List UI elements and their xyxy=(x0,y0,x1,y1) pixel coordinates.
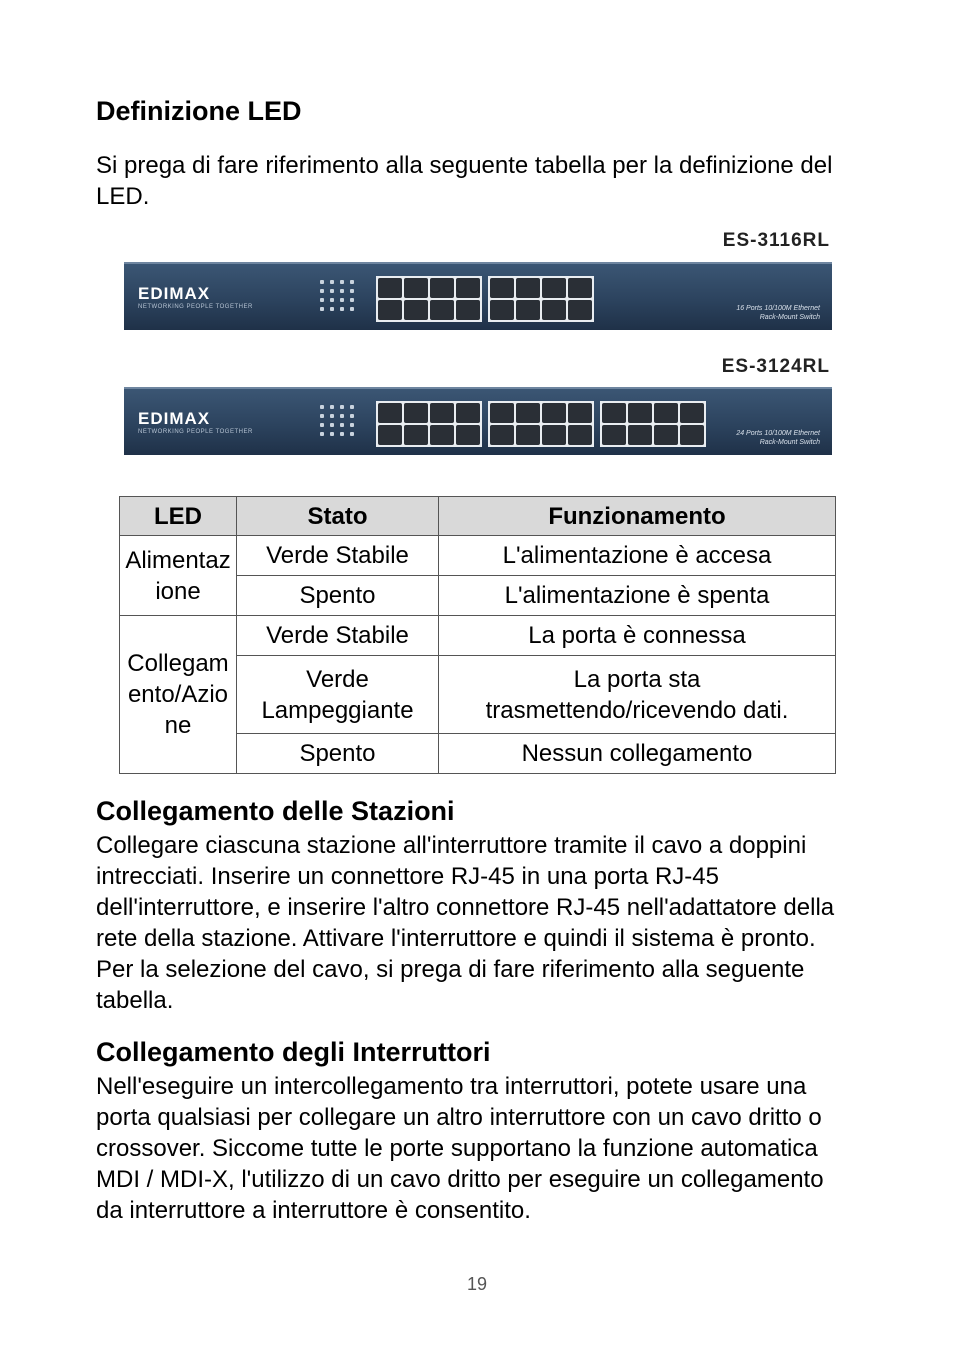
rj45-port-icon xyxy=(430,425,454,445)
header-stato: Stato xyxy=(237,497,439,536)
stato-cell: Verde Lampeggiante xyxy=(237,656,439,734)
led-dot xyxy=(350,414,354,418)
rj45-port-icon xyxy=(516,300,540,320)
rj45-port-icon xyxy=(516,403,540,423)
rj45-port-icon xyxy=(404,278,428,298)
rj45-port-icon xyxy=(490,403,514,423)
table-row xyxy=(120,536,836,576)
rj45-port-icon xyxy=(568,425,592,445)
header-led: LED xyxy=(120,497,237,536)
rj45-port-icon xyxy=(568,300,592,320)
edimax-tagline: NETWORKING PEOPLE TOGETHER xyxy=(138,429,253,435)
rj45-port-icon xyxy=(542,278,566,298)
port-bank-icon xyxy=(376,276,600,322)
switch-description: 24 Ports 10/100M Ethernet Rack-Mount Switch xyxy=(736,430,820,446)
rj45-port-icon xyxy=(680,403,704,423)
rj45-port-icon xyxy=(602,425,626,445)
led-name-cell: Alimentazione xyxy=(120,536,237,616)
rj45-port-icon xyxy=(680,425,704,445)
led-dot xyxy=(330,289,334,293)
led-intro: Si prega di fare riferimento alla seguente tabella per la definizione del LED. xyxy=(96,152,833,210)
rj45-port-icon xyxy=(430,278,454,298)
section-title-led: Definizione LED xyxy=(96,96,302,126)
rj45-port-icon xyxy=(490,300,514,320)
port-bank-icon xyxy=(376,401,712,447)
model-label-1: ES-3116RL xyxy=(722,230,830,251)
rj45-port-icon xyxy=(542,425,566,445)
funz-cell: L'alimentazione è accesa xyxy=(439,536,836,576)
edimax-logo: EDIMAX xyxy=(138,409,211,428)
led-dot xyxy=(350,307,354,311)
stato-cell: Spento xyxy=(237,734,439,774)
section-title-interruttori: Collegamento degli Interruttori xyxy=(96,1037,491,1067)
rj45-port-icon xyxy=(568,278,592,298)
led-dot xyxy=(320,280,324,284)
rj45-port-icon xyxy=(378,403,402,423)
led-dot xyxy=(320,405,324,409)
led-dot xyxy=(350,423,354,427)
rj45-port-icon xyxy=(430,403,454,423)
interruttori-body: Nell'eseguire un intercollegamento tra interruttori, potete usare una porta qualsiasi per collegare un altro interruttore con un cavo dritto o crossover. Siccome tutte le porte supportano la funzione automatica MDI / MDI-X, l'utilizzo di un cavo dritto per eseguire un collegamento da interruttore a interruttore è consentito. xyxy=(96,1073,824,1224)
edimax-tagline: NETWORKING PEOPLE TOGETHER xyxy=(138,304,253,310)
led-dot xyxy=(340,405,344,409)
led-dot xyxy=(330,423,334,427)
led-dot xyxy=(320,423,324,427)
table-row xyxy=(120,616,836,656)
led-dot xyxy=(320,289,324,293)
rj45-port-icon xyxy=(602,403,626,423)
funz-cell: La porta è connessa xyxy=(439,616,836,656)
rj45-port-icon xyxy=(654,403,678,423)
rj45-port-icon xyxy=(456,403,480,423)
rj45-port-icon xyxy=(490,278,514,298)
led-dot xyxy=(350,432,354,436)
led-name-cell: Collegamento/Azione xyxy=(120,616,237,774)
rj45-port-icon xyxy=(430,300,454,320)
led-dot xyxy=(320,432,324,436)
rj45-port-icon xyxy=(378,278,402,298)
led-dot xyxy=(320,414,324,418)
led-dot xyxy=(330,280,334,284)
led-dot xyxy=(320,307,324,311)
led-dot xyxy=(340,289,344,293)
funz-cell: La porta sta trasmettendo/ricevendo dati. xyxy=(439,656,836,734)
led-dot xyxy=(330,414,334,418)
led-dot xyxy=(330,298,334,302)
led-dot xyxy=(340,307,344,311)
led-dot xyxy=(350,298,354,302)
rj45-port-icon xyxy=(404,300,428,320)
funz-cell: Nessun collegamento xyxy=(439,734,836,774)
rj45-port-icon xyxy=(456,300,480,320)
rj45-port-icon xyxy=(378,425,402,445)
led-dot xyxy=(330,307,334,311)
rj45-port-icon xyxy=(542,300,566,320)
rj45-port-icon xyxy=(654,425,678,445)
page-number: 19 xyxy=(466,1274,488,1294)
switch-description: 16 Ports 10/100M Ethernet Rack-Mount Switch xyxy=(736,305,820,321)
led-dot xyxy=(350,405,354,409)
led-dot xyxy=(340,432,344,436)
led-dot xyxy=(350,280,354,284)
led-dot xyxy=(340,280,344,284)
rj45-port-icon xyxy=(628,403,652,423)
rj45-port-icon xyxy=(516,278,540,298)
rj45-port-icon xyxy=(542,403,566,423)
stato-cell: Spento xyxy=(237,576,439,616)
rj45-port-icon xyxy=(404,403,428,423)
rj45-port-icon xyxy=(628,425,652,445)
switch-image-2 xyxy=(124,387,832,455)
rj45-port-icon xyxy=(516,425,540,445)
rj45-port-icon xyxy=(490,425,514,445)
section-title-stazioni: Collegamento delle Stazioni xyxy=(96,796,455,826)
led-dot xyxy=(330,432,334,436)
led-dot xyxy=(340,423,344,427)
stazioni-body: Collegare ciascuna stazione all'interruttore tramite il cavo a doppini intrecciati. Inserire un connettore RJ-45 in una porta RJ-45 dell'interruttore, e inserire l'altro connettore RJ-45 nell'adattatore della rete della stazione. Attivare l'interruttore e quindi il sistema è pronto. Per la selezione del cavo, si prega di fare riferimento alla seguente tabella. xyxy=(96,832,843,1014)
model-label-2: ES-3124RL xyxy=(721,356,830,377)
table-header-row xyxy=(120,497,836,536)
led-dot xyxy=(330,405,334,409)
edimax-logo: EDIMAX xyxy=(138,284,211,303)
rj45-port-icon xyxy=(404,425,428,445)
led-dot xyxy=(350,289,354,293)
stato-cell: Verde Stabile xyxy=(237,536,439,576)
rj45-port-icon xyxy=(378,300,402,320)
led-dot xyxy=(340,414,344,418)
switch-image-1 xyxy=(124,262,832,330)
led-dot xyxy=(340,298,344,302)
funz-cell: L'alimentazione è spenta xyxy=(439,576,836,616)
stato-cell: Verde Stabile xyxy=(237,616,439,656)
led-table xyxy=(119,496,836,774)
rj45-port-icon xyxy=(568,403,592,423)
header-funzionamento: Funzionamento xyxy=(439,497,836,536)
led-dot xyxy=(320,298,324,302)
rj45-port-icon xyxy=(456,278,480,298)
rj45-port-icon xyxy=(456,425,480,445)
